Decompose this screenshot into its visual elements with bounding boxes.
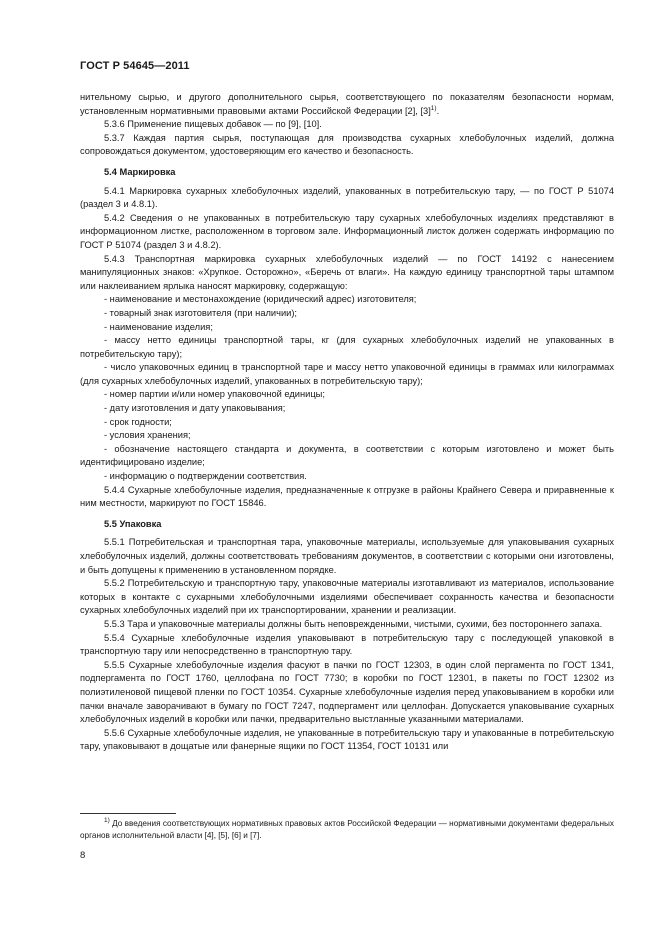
list-item: - номер партии и/или номер упаковочной единицы;	[104, 389, 325, 400]
list-item: - информацию о подтверждении соответствия.	[104, 471, 307, 482]
marking-list	[80, 293, 614, 483]
list-item: - срок годности;	[104, 416, 172, 427]
footnote	[80, 818, 614, 841]
list-item: - наименование и местонахождение (юридический адрес) изготовителя;	[104, 294, 417, 305]
page-number: 8	[80, 850, 86, 861]
paragraph-5-4-4: 5.4.4 Сухарные хлебобулочные изделия, предназначенные к отгрузке в районы Крайнего Севера и приравненные к ним местности, маркируют по ГОСТ 15846.	[80, 484, 614, 509]
list-item: - число упаковочных единиц в транспортной таре и массу нетто упаковочной единицы в граммах или килограммах (для сухарных хлебобулочных изделий, упакованных в потребительскую тару);	[80, 362, 614, 386]
paragraph-5-5-5: 5.5.5 Сухарные хлебобулочные изделия фасуют в пачки по ГОСТ 12303, в один слой пергамента по ГОСТ 1341, подпергамента по ГОСТ 1760, целлофана по ГОСТ 7730; в коробки по ГОСТ 12301, в пакеты по ГОСТ 12302 из полиэтиленовой пищевой пленки по ГОСТ 10354. Сухарные хлебобулочные изделия перед упаковыванием в коробки или пачки вначале заворачивают в бумагу по ГОСТ 7247, подпергамент или целлофан. Допускается упаковывание сухарных хлебобулочных изделий в коробки или пачки, предварительно выстланные указанными материалами.	[80, 659, 614, 725]
list-item: - условия хранения;	[104, 430, 191, 441]
list-item: - дату изготовления и дату упаковывания;	[104, 403, 286, 414]
footnote-divider	[80, 813, 176, 814]
paragraph-5-5-2: 5.5.2 Потребительскую и транспортную тару, упаковочные материалы изготавливают из материалов, использование которых в контакте с сухарными хлебобулочными изделиями обеспечивает сохранность качества и безопасности сухарных хлебобулочных изделий при их транспортировании, хранении и реализации.	[80, 578, 614, 616]
footnote-text: До введения соответствующих нормативных правовых актов Российской Федерации — нормативными документами федеральных органов исполнительной власти [4], [5], [6] и [7].	[80, 819, 614, 840]
list-item: - обозначение настоящего стандарта и документа, в соответствии с которым изготовлено и может быть идентифицировано изделие;	[80, 443, 614, 468]
list-item: - товарный знак изготовителя (при наличии);	[104, 307, 298, 318]
document-header: ГОСТ Р 54645—2011	[80, 60, 190, 72]
paragraph-continuation: нительному сырью, и другого дополнительного сырья, соответствующего по показателям безопасности нормам, установленным нормативными правовыми актами Российской Федерации [2], $[3]^{1)}$.	[80, 92, 614, 116]
paragraph-5-3-7: 5.3.7 Каждая партия сырья, поступающая для производства сухарных хлебобулочных изделий, должна сопровождаться документом, удостоверяющим его качество и безопасность.	[80, 132, 614, 157]
document-body	[80, 91, 614, 754]
section-heading-marking: 5.4 Маркировка	[104, 166, 176, 177]
footnote-reference[interactable]: 1)	[430, 104, 437, 112]
section-heading-packaging: 5.5 Упаковка	[104, 518, 162, 529]
paragraph-5-5-4: 5.5.4 Сухарные хлебобулочные изделия упаковывают в потребительскую тару с последующей упаковкой в транспортную тару или непосредственно в транспортную тару.	[80, 632, 614, 657]
paragraph-5-5-6: 5.5.6 Сухарные хлебобулочные изделия, не упакованные в потребительскую тару и упакованные в потребительскую тару, упаковывают в дощатые или фанерные ящики по ГОСТ 11354, ГОСТ 10131 или	[80, 727, 614, 752]
list-item: - наименование изделия;	[104, 321, 213, 332]
paragraph-5-4-2: 5.4.2 Сведения о не упакованных в потребительскую тару сухарных хлебобулочных изделиях представляют в информационном листке, расположенном в торговом зале. Информационный листок должен содержать информацию по ГОСТ Р 51074 (раздел 3 и 4.8.2).	[80, 212, 614, 250]
list-item: - массу нетто единицы транспортной тары, кг (для сухарных хлебобулочных изделий не упакованных в потребительскую тару);	[80, 335, 614, 359]
footnote-mark: 1)	[104, 817, 110, 824]
paragraph-5-4-1: 5.4.1 Маркировка сухарных хлебобулочных изделий, упакованных в потребительскую тару, — по ГОСТ Р 51074 (раздел 3 и 4.8.1).	[80, 185, 614, 210]
paragraph-5-5-1: 5.5.1 Потребительская и транспортная тара, упаковочные материалы, используемые для упаковывания сухарных хлебобулочных изделий, должны соответствовать требованиям документов, в соответствии с которыми они изготовлены, и быть допущены к применению в установленном порядке.	[80, 537, 614, 575]
paragraph-5-4-3: 5.4.3 Транспортная маркировка сухарных хлебобулочных изделий — по ГОСТ 14192 с нанесением манипуляционных знаков: «Хрупкое. Осторожно», «Беречь от влаги». На каждую единицу транспортной тары штампом или наклеиванием ярлыка наносят маркировку, содержащую:	[80, 253, 614, 291]
paragraph-5-5-3: 5.5.3 Тара и упаковочные материалы должны быть неповрежденными, чистыми, сухими, без постороннего запаха.	[104, 618, 603, 629]
paragraph-5-3-6: 5.3.6 Применение пищевых добавок — по [9], [10].	[104, 119, 322, 130]
